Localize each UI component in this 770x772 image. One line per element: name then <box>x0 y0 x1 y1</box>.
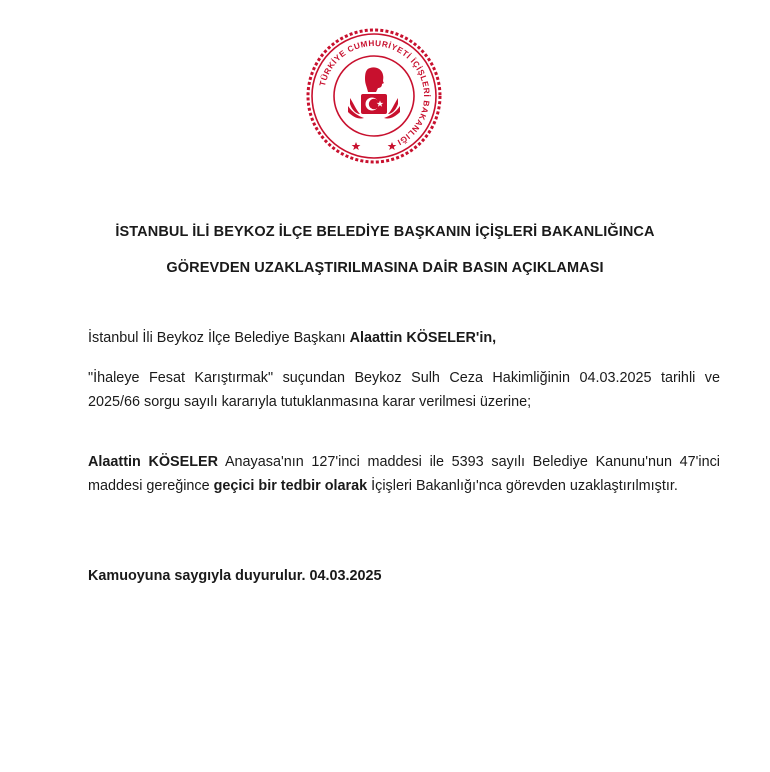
paragraph-1-text: İstanbul İli Beykoz İlçe Belediye Başkanı <box>88 330 350 346</box>
document-title-line-1: İSTANBUL İLİ BEYKOZ İLÇE BELEDİYE BAŞKANIN İÇİŞLERİ BAKANLIĞINCA <box>115 224 655 240</box>
closing-line: Kamuoyuna saygıyla duyurulur. 04.03.2025 <box>88 568 382 584</box>
seal-ring-text: TÜRKİYE CUMHURİYETİ İÇİŞLERİ BAKANLIĞI <box>318 38 432 147</box>
document-title-line-2: GÖREVDEN UZAKLAŞTIRILMASINA DAİR BASIN AÇIKLAMASI <box>166 260 604 276</box>
paragraph-3 <box>88 450 720 498</box>
paragraph-3-text-1: Anayasa'nın 127'inci maddesi ile 5393 sayılı Belediye Kanunu'nun 47'inci maddesi gereğince <box>88 454 720 494</box>
paragraph-2: "İhaleye Fesat Karıştırmak" suçundan Beykoz Sulh Ceza Hakimliğinin 04.03.2025 tarihli ve 2025/66 sorgu sayılı kararıyla tutuklanmasına karar verilmesi üzerine; <box>88 370 720 410</box>
paragraph-3-text-2: İçişleri Bakanlığı'nca görevden uzaklaştırılmıştır. <box>367 478 678 494</box>
ministry-seal-logo <box>304 26 444 166</box>
paragraph-1 <box>88 326 720 350</box>
paragraph-3-bold-name: Alaattin KÖSELER <box>88 454 219 470</box>
paragraph-3-bold-phrase: geçici bir tedbir olarak <box>213 478 368 494</box>
paragraph-1-bold: Alaattin KÖSELER'in, <box>349 330 497 346</box>
svg-text:TÜRKİYE CUMHURİYETİ İÇİŞLERİ B <box>318 39 432 147</box>
